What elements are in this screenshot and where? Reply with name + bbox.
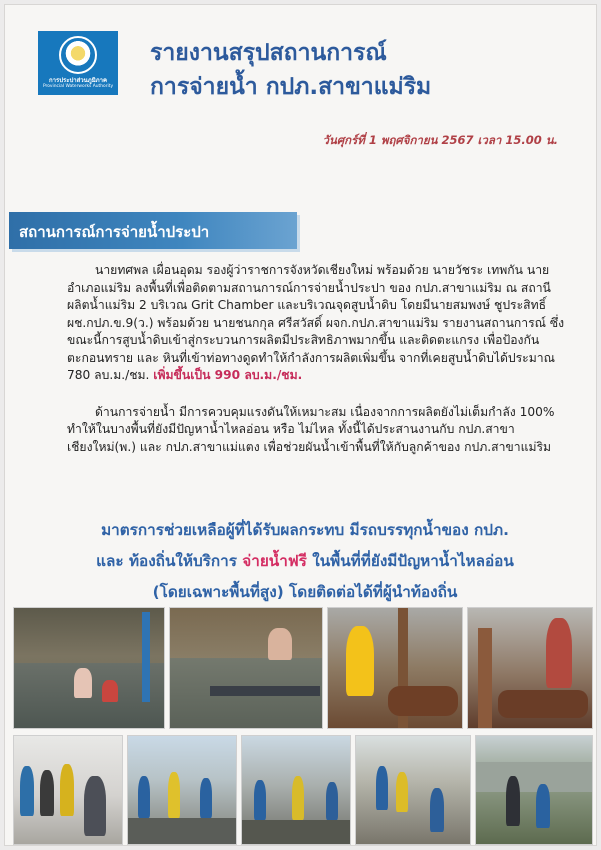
section-banner — [9, 212, 297, 249]
photo-officials-group — [13, 735, 123, 845]
section-title: สถานการณ์การจ่ายน้ำประปา — [19, 223, 210, 241]
measures-line-3: (โดยเฉพาะพื้นที่สูง) โดยติดต่อได้ที่ผู้นำท้องถิ่น — [152, 583, 458, 601]
measures-line-2b: ในพื้นที่ที่ยังมีปัญหาน้ำไหลอ่อน — [312, 552, 514, 570]
paragraph-1-text: นายทศพล เผื่อนอุดม รองผู้ว่าราชการจังหวัดเชียงใหม่ พร้อมด้วย นายวัชระ เทพกัน นายอำเภอแม่ริม ลงพื้นที่เพื่อติดตามสถานการณ์การจ่ายน้ำประปา ของ กปภ.สาขาแม่ริม ณ สถานีผลิตน้ำแม่ริม 2 บริเวณ Grit Chamber และบริเวณจุดสูบน้ำดิบ โดยมีนายสมพงษ์ ชูประสิทธิ์ ผช.กปภ.ข.9(ว.) พร้อมด้วย นายชนกกุล ศรีสวัสดิ์ ผจก.กปภ.สาขาแม่ริม รายงานสถานการณ์ ซึ่งขณะนี้การสูบน้ำดิบเข้าสู่กระบวนการผลิตมีประสิทธิภาพมากขึ้น และติดตะแกรง เพื่อป้องกันตะกอนทราย และ หินที่เข้าท่อทางดูดทำให้กำลังการผลิตเพิ่มขึ้น จากที่เคยสูบน้ำดิบได้ประมาณ 780 ลบ.ม./ชม. — [67, 263, 565, 382]
measures-line-1: มาตรการช่วยเหลือผู้ที่ได้รับผลกระทบ มีรถบรรทุกน้ำของ กปภ. — [101, 521, 509, 539]
report-body — [67, 262, 567, 475]
photo-collage — [13, 607, 593, 845]
paragraph-2: ด้านการจ่ายน้ำ มีการควบคุมแรงดันให้เหมาะสม เนื่องจากการผลิตยังไม่เต็มกำลัง 100% ทำให้ในบางพื้นที่ยังมีปัญหาน้ำไหลอ่อน หรือ ไม่ไหล ทั้งนี้ได้ประสานงานกับ กปภ.สาขาเชียงใหม่(พ.) และ กปภ.สาขาแม่แตง เพื่อช่วยผันน้ำเข้าพื้นที่ให้กับลูกค้าของ กปภ.สาขาแม่ริม — [67, 404, 555, 454]
pwa-logo — [38, 31, 118, 95]
report-title — [150, 37, 431, 103]
photo-site-visit-3 — [355, 735, 471, 845]
photo-site-visit-2 — [241, 735, 351, 845]
production-increase-highlight: เพิ่มขึ้นเป็น 990 ลบ.ม./ชม. — [153, 368, 303, 382]
free-water-highlight: จ่ายน้ำฟรี — [242, 552, 307, 570]
photo-site-visit-1 — [127, 735, 237, 845]
photo-river-intake — [13, 607, 165, 729]
measures-line-2a: และ ท้องถิ่นให้บริการ — [96, 552, 237, 570]
paragraph-1 — [67, 262, 567, 385]
photo-worker-in-water — [169, 607, 323, 729]
report-date: วันศุกร์ที่ 1 พฤศจิกายน 2567 เวลา 15.00 น. — [322, 133, 558, 147]
relief-measures — [19, 515, 591, 608]
photo-riverbank — [475, 735, 593, 845]
pwa-seal-icon — [59, 36, 97, 74]
title-line-2: การจ่ายน้ำ กปภ.สาขาแม่ริม — [150, 74, 432, 100]
logo-org-thai: การประปาส่วนภูมิภาค — [48, 77, 108, 84]
photo-pipe-inspection-1 — [327, 607, 463, 729]
measures-line-2 — [19, 546, 591, 577]
logo-org-english: Provincial Waterworks Authority — [42, 84, 114, 89]
title-line-1: รายงานสรุปสถานการณ์ — [150, 40, 387, 66]
report-page — [4, 4, 597, 846]
photo-pipe-inspection-2 — [467, 607, 593, 729]
